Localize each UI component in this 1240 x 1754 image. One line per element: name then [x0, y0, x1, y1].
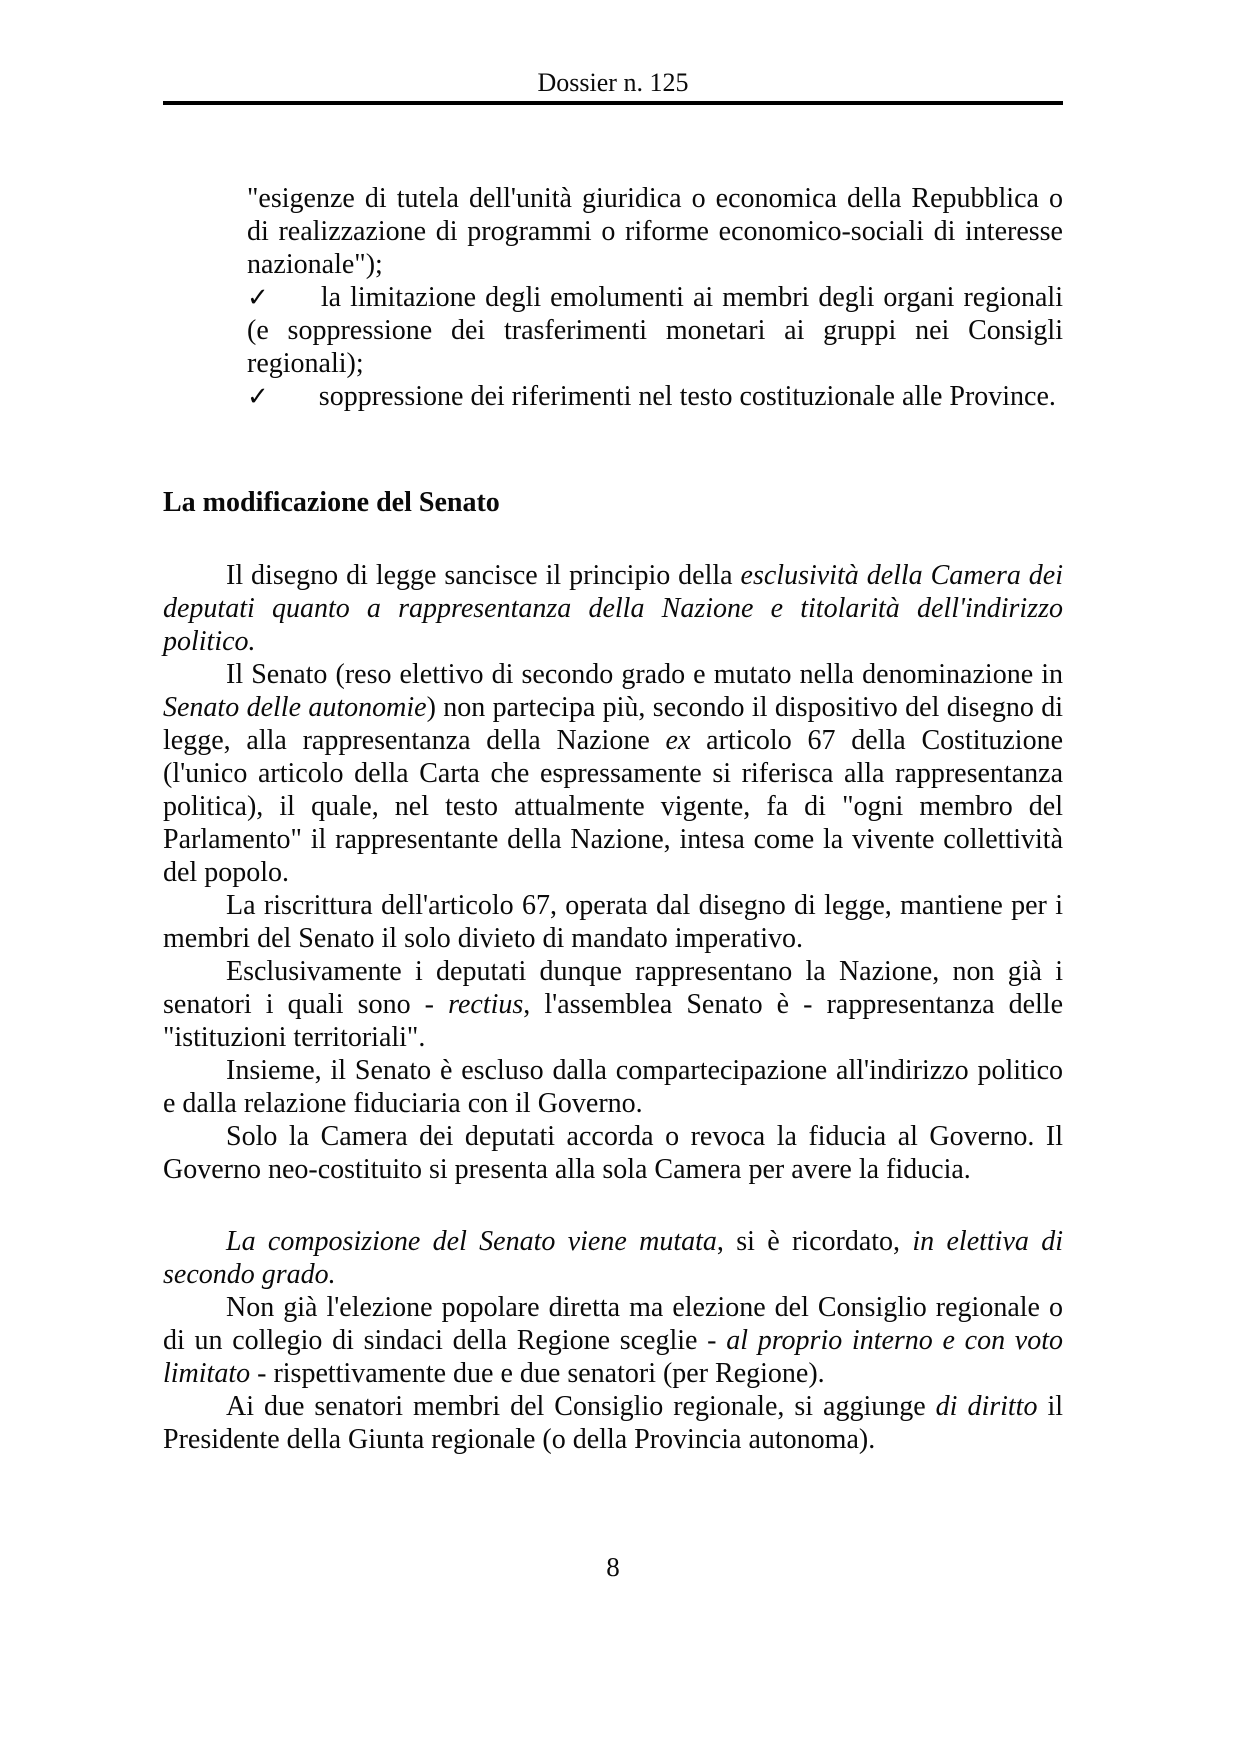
paragraph-run-italic: Senato delle autonomie	[163, 692, 427, 723]
paragraph	[163, 658, 1063, 889]
page-footer	[163, 1551, 1063, 1584]
paragraph-run-italic: rectius	[448, 989, 524, 1020]
paragraph	[163, 1225, 1063, 1291]
paragraph-run: Il disegno di legge sancisce il principio della	[226, 560, 741, 591]
indented-list-block	[247, 182, 1063, 413]
paragraph-run: - rispettivamente due e due senatori (per Regione).	[250, 1358, 825, 1389]
header-rule	[163, 101, 1063, 105]
paragraph	[163, 559, 1063, 658]
paragraph-run-italic: al proprio interno e con voto limitato	[163, 1325, 1063, 1389]
page-header	[163, 0, 1063, 105]
paragraph-run-italic: ex	[665, 725, 691, 756]
paragraph-run-italic: esclusività della Camera dei deputati quanto a rappresentanza della Nazione e titolarità dell'indirizzo politico.	[163, 560, 1063, 657]
list-item-text: soppressione dei riferimenti nel testo costituzionale alle Province.	[318, 381, 1056, 412]
checkmark-icon: ✓	[247, 283, 271, 312]
paragraph-run: Non già l'elezione popolare diretta ma elezione del Consiglio regionale o di un collegio di sindaci della Regione sceglie -	[163, 1292, 1063, 1356]
paragraph-run: Ai due senatori membri del Consiglio regionale, si aggiunge	[226, 1391, 936, 1422]
paragraph-run: , si è ricordato,	[716, 1226, 913, 1257]
paragraph-run-italic: La composizione del Senato viene mutata	[226, 1226, 717, 1257]
page-content	[163, 182, 1063, 1584]
paragraph-run: articolo 67 della Costituzione (l'unico articolo della Carta che espressamente si riferisca alla rappresentanza politica), il quale, nel testo attualmente vigente, fa di "ogni membro del Parlamento" il rappresentante della Nazione, intesa come la vivente collettività del popolo.	[163, 725, 1064, 888]
list-item	[247, 281, 1063, 380]
paragraph-run: , l'assemblea Senato è - rappresentanza delle "istituzioni territoriali".	[163, 989, 1064, 1053]
paragraph	[163, 889, 1063, 955]
paragraph-run: Insieme, il Senato è escluso dalla compartecipazione all'indirizzo politico e dalla relazione fiduciaria con il Governo.	[163, 1055, 1063, 1119]
paragraph-run-italic: di diritto	[935, 1391, 1038, 1422]
section-heading: La modificazione del Senato	[163, 487, 500, 518]
paragraph	[163, 1120, 1063, 1186]
paragraph	[163, 1390, 1063, 1456]
paragraph	[163, 1054, 1063, 1120]
page-number: 8	[606, 1552, 620, 1582]
list-item	[247, 380, 1063, 413]
paragraph-run: Solo la Camera dei deputati accorda o revoca la fiducia al Governo. Il Governo neo-costituito si presenta alla sola Camera per avere la fiducia.	[163, 1121, 1063, 1185]
paragraph-run: Il Senato (reso elettivo di secondo grado e mutato nella denominazione in	[226, 659, 1063, 690]
paragraph-run: Esclusivamente i deputati dunque rappresentano la Nazione, non già i senatori i quali sono -	[163, 956, 1063, 1020]
quote-paragraph: "esigenze di tutela dell'unità giuridica o economica della Repubblica o di realizzazione di programmi o riforme economico-sociali di interesse nazionale");	[247, 183, 1063, 280]
paragraph-run: La riscrittura dell'articolo 67, operata dal disegno di legge, mantiene per i membri del Senato il solo divieto di mandato imperativo.	[163, 890, 1063, 954]
paragraph	[163, 955, 1063, 1054]
paragraph	[163, 1291, 1063, 1390]
paragraph-run: il Presidente della Giunta regionale (o della Provincia autonoma).	[163, 1391, 1064, 1455]
checkmark-icon: ✓	[247, 382, 269, 411]
list-item-text: la limitazione degli emolumenti ai membri degli organi regionali (e soppressione dei trasferimenti monetari ai gruppi nei Consigli regionali);	[247, 282, 1063, 379]
paragraph-run-italic: in elettiva di secondo grado.	[163, 1226, 1063, 1290]
header-title: Dossier n. 125	[537, 68, 689, 97]
paragraph-run: ) non partecipa più, secondo il dispositivo del disegno di legge, alla rappresentanza della Nazione	[163, 692, 1064, 756]
